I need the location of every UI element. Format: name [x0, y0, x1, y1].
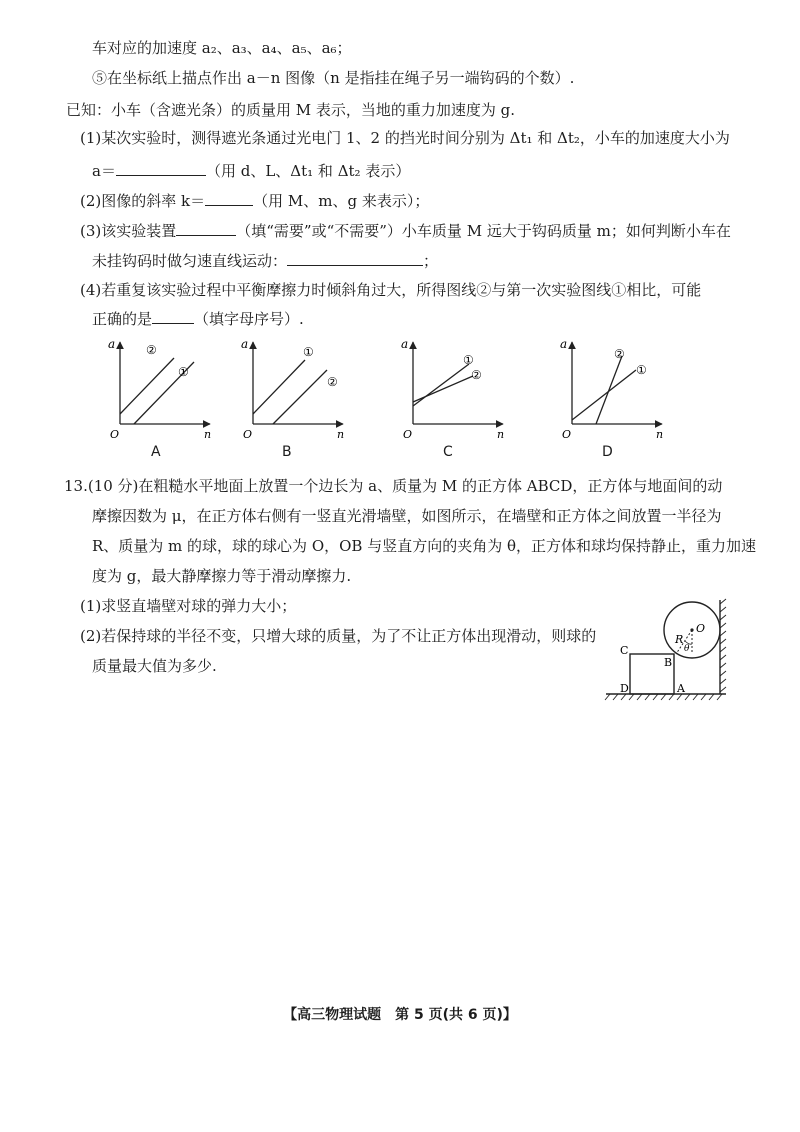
q13-sub2: (2)若保持球的半径不变，只增大球的质量，为了不让正方体出现滑动，则球的 [80, 627, 597, 645]
q4-answer-line [92, 308, 304, 329]
line-1-label: ① [636, 363, 647, 377]
axis-x-label: n [337, 428, 345, 441]
graph-d [552, 334, 672, 444]
graph-b [233, 334, 353, 444]
q3-blank-2[interactable] [287, 250, 423, 266]
q3-line2-prefix: 未挂钩码时做匀速直线运动： [92, 252, 288, 270]
step-5-text: ⑤在坐标纸上描点作出 a－n 图像（n 是指挂在绳子另一端钩码的个数）. [92, 69, 575, 87]
q4-text: (4)若重复该实验过程中平衡摩擦力时倾斜角过大，所得图线②与第一次实验图线①相比，可能 [80, 281, 702, 299]
line-2 [273, 370, 327, 424]
label-b: B [664, 656, 673, 669]
axis-y-label: a [560, 337, 568, 351]
line-2 [120, 358, 174, 414]
line-1 [253, 360, 305, 414]
label-theta: θ [684, 644, 690, 654]
q1-prefix: a＝ [92, 162, 116, 180]
line-2 [596, 356, 622, 424]
origin-label: O [110, 428, 120, 441]
q1-answer-line [92, 160, 410, 181]
line-2-label: ② [327, 375, 338, 389]
q4-suffix: （填字母序号）. [194, 310, 304, 328]
q2-line [80, 190, 429, 211]
axis-y-label: a [401, 337, 409, 351]
q3-line2-suffix: ； [423, 252, 439, 270]
line-1 [413, 364, 469, 406]
q3-blank[interactable] [176, 220, 236, 236]
line-2-label: ② [471, 368, 482, 382]
q1-blank[interactable] [116, 160, 206, 176]
label-c: C [620, 644, 629, 657]
q13-text-4: 度为 g，最大静摩擦力等于滑动摩擦力. [92, 567, 352, 585]
axis-y-label: a [108, 337, 116, 351]
option-c-label: C [443, 444, 453, 460]
line-1-label: ① [463, 353, 474, 367]
q3-line [80, 220, 731, 241]
q13-text-3: R、质量为 m 的球，球的球心为 O，OB 与竖直方向的夹角为 θ，正方体和球均保持静止，重力加速 [92, 537, 757, 555]
step-4-text: 车对应的加速度 a₂、a₃、a₄、a₅、a₆； [92, 39, 352, 57]
label-a: A [677, 682, 685, 695]
origin-label: O [243, 428, 253, 441]
label-r: R [675, 633, 684, 646]
line-2-label: ② [146, 343, 157, 357]
axis-x-label: n [204, 428, 212, 441]
axis-x-label: n [656, 428, 664, 441]
q1-suffix: （用 d、L、Δt₁ 和 Δt₂ 表示） [205, 162, 411, 180]
q1-text: (1)某次实验时，测得遮光条通过光电门 1、2 的挡光时间分别为 Δt₁ 和 Δt₂，小车的加速度大小为 [80, 129, 730, 147]
label-o: O [696, 622, 706, 635]
line-1 [572, 370, 636, 420]
q3-line-2 [92, 250, 438, 271]
option-a-label: A [151, 444, 161, 460]
line-2 [413, 376, 473, 402]
q13-sub2b: 质量最大值为多少. [92, 657, 217, 675]
q13-text-1: 13.(10 分)在粗糙水平地面上放置一个边长为 a、质量为 M 的正方体 ABCD，正方体与地面间的动 [64, 477, 723, 495]
axis-x-label: n [497, 428, 505, 441]
cube-ball-diagram [600, 596, 740, 708]
line-1-label: ① [178, 365, 189, 379]
line-1-label: ① [303, 345, 314, 359]
graph-c [393, 334, 513, 444]
origin-label: O [562, 428, 572, 441]
q3-suffix: （填“需要”或“不需要”）小车质量 M 远大于钩码质量 m；如何判断小车在 [236, 222, 731, 240]
q2-suffix: （用 M、m、g 来表示）； [253, 192, 430, 210]
q2-prefix: (2)图像的斜率 k＝ [80, 192, 206, 210]
page-footer: 【高三物理试题 第 5 页(共 6 页)】 [283, 1007, 517, 1023]
given-text: 已知：小车（含遮光条）的质量用 M 表示，当地的重力加速度为 g. [66, 101, 516, 119]
option-b-label: B [282, 444, 292, 460]
graph-a [100, 334, 220, 444]
q13-sub1: (1)求竖直墙壁对球的弹力大小； [80, 597, 297, 615]
q4-prefix: 正确的是 [92, 310, 153, 328]
origin-label: O [403, 428, 413, 441]
option-d-label: D [602, 444, 613, 460]
q13-text-2: 摩擦因数为 μ，在正方体右侧有一竖直光滑墙壁，如图所示，在墙壁和正方体之间放置一半径为 [92, 507, 722, 525]
label-d: D [620, 682, 629, 695]
line-2-label: ② [614, 347, 625, 361]
axis-y-label: a [241, 337, 249, 351]
q2-blank[interactable] [205, 190, 253, 206]
q3-prefix: (3)该实验装置 [80, 222, 177, 240]
q4-blank[interactable] [152, 308, 194, 324]
